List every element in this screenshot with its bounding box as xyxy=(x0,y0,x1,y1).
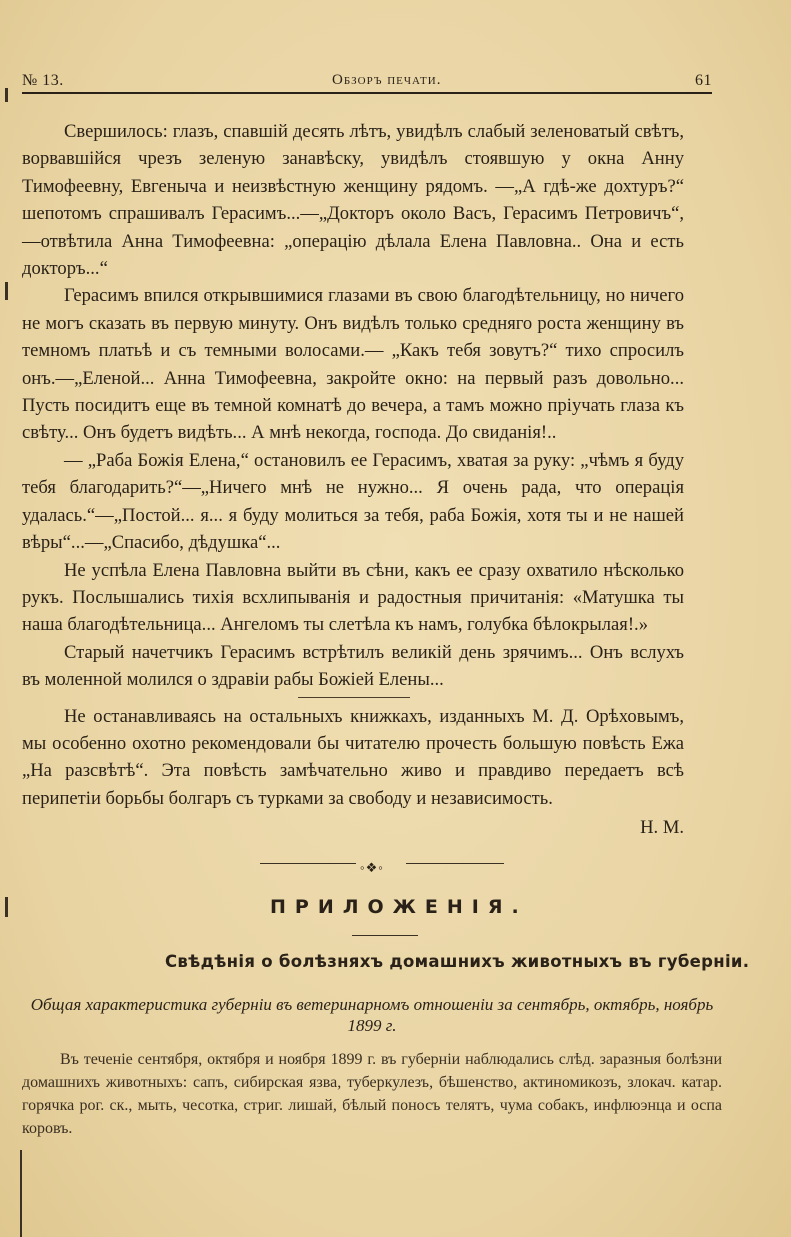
binding-mark xyxy=(5,897,8,917)
ornament-divider: ◦❖◦ xyxy=(260,856,504,870)
appendix-text xyxy=(22,1048,722,1140)
article-body xyxy=(22,118,684,875)
page-header xyxy=(22,68,712,92)
paragraph: Свершилось: глазъ, спавшій десять лѣтъ, увидѣлъ слабый зеленоватый свѣтъ, ворвавшійся чрезъ зеленую занавѣску, увидѣлъ стоявшую у окна Анну Тимофеевну, Евгеныча и неизвѣстную женщину рядомъ. —„А гдѣ-же дохтуръ?“ шепотомъ спрашивалъ Герасимъ...—„Докторъ около Васъ, Герасимъ Петровичъ“,—отвѣтила Анна Тимофеевна: „операцію дѣлала Елена Павловна.. Она и есть докторъ...“ xyxy=(22,121,684,280)
separator-rule xyxy=(298,697,410,698)
section-heading: Свѣдѣнія о болѣзняхъ домашнихъ животныхъ въ губерніи. xyxy=(165,952,750,971)
binding-mark xyxy=(20,1150,22,1237)
issue-number: № 13. xyxy=(22,72,64,89)
heading-rule xyxy=(352,935,418,936)
header-rule xyxy=(22,92,712,94)
paragraph: — „Раба Божія Елена,“ остановилъ ее Герасимъ, хватая за руку: „чѣмъ я буду тебя благодарить?“—„Ничего мнѣ не нужно... Я очень рада, что операція удалась.“—„Постой... я... я буду молиться за тебя, раба Божія, хотя ты и не нашей вѣры“...—„Спасибо, дѣдушка“... xyxy=(22,449,684,554)
paragraph: Герасимъ впился открывшимися глазами въ свою благодѣтельницу, но ничего не могъ сказать въ первую минуту. Онъ видѣлъ только средняго роста женщину въ темномъ платьѣ и съ темными волосами.— „Какъ тебя зовутъ?“ тихо спросилъ онъ.—„Еленой... Анна Тимофеевна, закройте окно: на первый разъ довольно... Пусть посидитъ еще въ темной комнатѣ до вечера, а тамъ можно пріучать глаза къ свѣту... Онъ будетъ видѣть... А мнѣ некогда, господа. До свиданія!.. xyxy=(22,285,684,444)
author-signature: Н. М. xyxy=(640,817,684,839)
paragraph: Не успѣла Елена Павловна выйти въ сѣни, какъ ее сразу охватило нѣсколько рукъ. Послышались тихія всхлипыванія и радостныя причитанія: «Матушка ты наша благодѣтельница... Ангеломъ ты слетѣла къ намъ, голубка бѣлокрылая!.» xyxy=(22,559,684,636)
binding-mark xyxy=(5,282,8,300)
running-title: Обзоръ печати. xyxy=(332,72,442,88)
paragraph: Не останавливаясь на остальныхъ книжкахъ, изданныхъ М. Д. Орѣховымъ, мы особенно охотно рекомендовали бы читателю прочесть большую повѣсть Ежа „На разсвѣтѣ“. Эта повѣсть замѣчательно живо и правдиво передаетъ всѣ перипетіи борьбы болгаръ съ турками за свободу и независимость. xyxy=(22,705,684,809)
paragraph: Старый начетчикъ Герасимъ встрѣтилъ великій день зрячимъ... Онъ вслухъ въ моленной молился о здравіи рабы Божіей Елены... xyxy=(22,641,684,691)
paragraph: Въ теченіе сентября, октября и ноября 1899 г. въ губерніи наблюдались слѣд. заразныя болѣзни домашнихъ животныхъ: сапъ, сибирская язва, туберкулезъ, бѣшенство, актиномикозъ, злокач. катар. горячка рог. ск., мыть, чесотка, стриг. лишай, бѣлый поносъ телятъ, чума собакъ, инфлюэнца и оспа коровъ. xyxy=(22,1051,722,1137)
binding-mark xyxy=(5,88,8,102)
section-subtitle: Общая характеристика губерніи въ ветеринарномъ отношеніи за сентябрь, октябрь, ноябрь 1899 г. xyxy=(30,995,714,1035)
page-number: 61 xyxy=(695,72,712,89)
appendix-heading: ПРИЛОЖЕНІЯ. xyxy=(270,896,528,918)
